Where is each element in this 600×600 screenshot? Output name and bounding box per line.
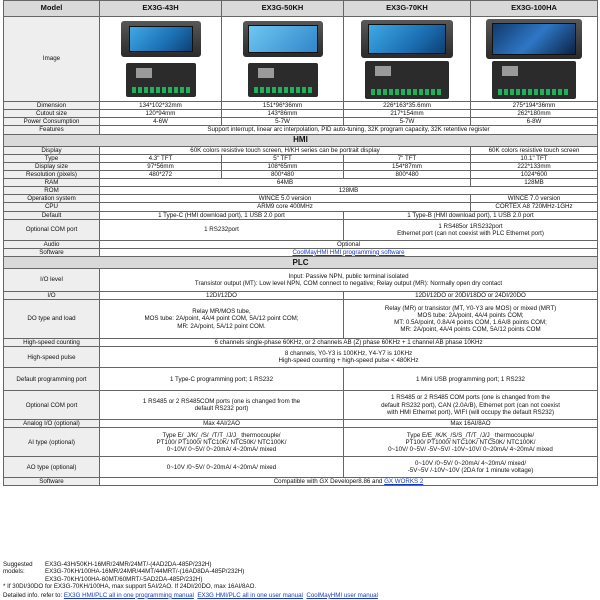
cutout-row bbox=[4, 110, 598, 118]
cell: 6-8W bbox=[471, 118, 598, 126]
cell: 12DI/12DO or 20DI/18DO or 24DI/20DO bbox=[344, 291, 598, 299]
cell: Max 16AI/8AO bbox=[344, 420, 598, 428]
cpu-row bbox=[4, 203, 598, 211]
suggested-models-label: Suggested models: bbox=[3, 561, 33, 576]
header-model: Model bbox=[4, 1, 100, 17]
cell: 800*480 bbox=[222, 170, 344, 178]
cell: 6 channels single-phase 60KHz, or 2 channels AB (Z) phase 60KHz + 1 channel AB phase 10KHz bbox=[100, 339, 598, 347]
io-footnote: * If 30DI/30DO for EX3G-70KH/100HA, max support 5AI/2AO. If 24DI/20DO, max 16AI/8AO. bbox=[3, 583, 257, 591]
hmi-software-row bbox=[4, 248, 598, 256]
header-row bbox=[4, 1, 598, 17]
hmi-section-title: HMI bbox=[4, 134, 598, 146]
cell-line: Relay MR/MOS tube, bbox=[192, 308, 251, 316]
hmi-section-row bbox=[4, 134, 598, 146]
io-level-row bbox=[4, 268, 598, 291]
cell bbox=[344, 428, 598, 457]
cell bbox=[100, 478, 598, 486]
analog-row bbox=[4, 420, 598, 428]
suggested-model-line: EX3G-43H/50KH-16MR/24MR/24MT/-(4AD2DA-485P/232H) bbox=[45, 561, 212, 568]
cell-line: Transistor output (MT): Low level NPN, COM connect to negative; Relay output (MR): Normally open dry contact bbox=[194, 279, 503, 287]
detail-prefix: Detailed info. refer to: bbox=[3, 591, 63, 599]
spec-table bbox=[3, 0, 598, 486]
cell: WINCE 5.0 version bbox=[100, 195, 471, 203]
programming-manual-link[interactable]: EX3G HMI/PLC all in one programming manual bbox=[63, 591, 194, 599]
header-ex3g-50kh: EX3G-50KH bbox=[222, 1, 344, 17]
cell: 4.3" TFT bbox=[100, 154, 222, 162]
cell: Optional bbox=[100, 240, 598, 248]
cell: 120*94mm bbox=[100, 110, 222, 118]
suggested-models bbox=[3, 561, 597, 583]
cell bbox=[100, 391, 344, 420]
default-label: Default bbox=[4, 211, 100, 219]
cell: 480*272 bbox=[100, 170, 222, 178]
hmi-front-photo bbox=[486, 19, 582, 59]
cell-line: 1 RS485 or 2 RS485COM ports (one is changed from the bbox=[142, 398, 301, 405]
do-type-label: DO type and load bbox=[4, 300, 100, 339]
power-row bbox=[4, 118, 598, 126]
cell: 1 Type-B (HMI download port), 1 USB 2.0 port bbox=[344, 211, 598, 219]
suggested-model-line: EX3G-70KH/100HA-60MT/60MRT/-5AD2DA-485P/232H) bbox=[45, 575, 203, 583]
plc-optional-com-row bbox=[4, 391, 598, 420]
cell: 262*180mm bbox=[471, 110, 598, 118]
ram-row bbox=[4, 179, 598, 187]
cell: 60K colors resistive touch screen, H/KH series can be portrait display bbox=[100, 146, 471, 154]
ao-type-label: AO type (optional) bbox=[4, 457, 100, 478]
hmi-back-photo bbox=[126, 63, 196, 97]
cell-line: PT100/ PT1000/ NTC10K/ NTC50K/ NTC100K/ bbox=[156, 438, 287, 446]
cell-line: 0~10V /0~5V/ 0~20mA/ 4~20mA/ mixed/ bbox=[414, 460, 527, 468]
cell: CORTEX A8 720MHz-1GHz bbox=[471, 203, 598, 211]
cell: 143*86mm bbox=[222, 110, 344, 118]
plc-software-row bbox=[4, 478, 598, 486]
hmi-back-photo bbox=[365, 61, 449, 99]
cell: 64MB bbox=[100, 179, 471, 187]
detail-links bbox=[3, 592, 597, 599]
image-100ha bbox=[471, 17, 598, 102]
cell-line: PT100/ PT1000/ NTC10K/ NTC50K/ NTC100K/ bbox=[405, 438, 536, 446]
cell bbox=[344, 457, 598, 478]
image-70kh bbox=[344, 17, 471, 102]
cell: 151*96*36mm bbox=[222, 102, 344, 110]
resolution-row bbox=[4, 170, 598, 178]
cell: 97*56mm bbox=[100, 162, 222, 170]
plc-section-title: PLC bbox=[4, 256, 598, 268]
display-size-label: Display size bbox=[4, 162, 100, 170]
cell-line: with HMI Ethernet port), WIFI (will occupy the default RS232) bbox=[386, 408, 555, 416]
image-row bbox=[4, 17, 598, 102]
ai-type-row bbox=[4, 428, 598, 457]
software-compat-text: Compatible with GX Developer8.86 and bbox=[273, 478, 383, 486]
do-type-row bbox=[4, 300, 598, 339]
dimension-row bbox=[4, 102, 598, 110]
display-row bbox=[4, 146, 598, 154]
cell-line: MR: 2A/point, 4A/4 points COM, 5A/12 points COM bbox=[400, 326, 541, 334]
cell-line: 1 RS485or 1RS232port bbox=[438, 222, 503, 230]
header-ex3g-43h: EX3G-43H bbox=[100, 1, 222, 17]
cell bbox=[344, 391, 598, 420]
display-label: Display bbox=[4, 146, 100, 154]
hmi-front-photo bbox=[361, 20, 453, 58]
default-port-label: Default programming port bbox=[4, 368, 100, 391]
cell: 1 Mini USB programming port; 1 RS232 bbox=[344, 368, 598, 391]
ram-label: RAM bbox=[4, 179, 100, 187]
cell bbox=[100, 300, 344, 339]
cell-line: Type E/_J/K/_/S/_/T/T_/J/J_ thermocouple/ bbox=[162, 431, 281, 439]
coolmayhmi-manual-link[interactable]: CoolMayHMI user manual bbox=[306, 591, 378, 599]
default-port-row bbox=[4, 368, 598, 391]
image-label: Image bbox=[4, 17, 100, 102]
cell: 1 Type-C (HMI download port), 1 USB 2.0 port bbox=[100, 211, 344, 219]
audio-label: Audio bbox=[4, 240, 100, 248]
image-50kh bbox=[222, 17, 344, 102]
cell: ARM9 core 400MHz bbox=[100, 203, 471, 211]
cell: 5-7W bbox=[344, 118, 471, 126]
cell-line: Relay (MR) or transistor (MT, Y0-Y3 are MOS) or mixed (MRT) bbox=[384, 304, 557, 312]
cell: 128MB bbox=[471, 179, 598, 187]
header-ex3g-70kh: EX3G-70KH bbox=[344, 1, 471, 17]
hs-counting-label: High-speed counting bbox=[4, 339, 100, 347]
hs-pulse-row bbox=[4, 347, 598, 368]
cell-line: Ethernet port (can not coexist with PLC Ethernet port) bbox=[397, 229, 544, 237]
cell: 1024*600 bbox=[471, 170, 598, 178]
hmi-optional-com-row bbox=[4, 219, 598, 240]
features-row bbox=[4, 126, 598, 134]
cell-line: 0~10V/ 0~5V/ 0~20mA/ 4~20mA/ mixed bbox=[166, 445, 277, 453]
resolution-label: Resolution (pixels) bbox=[4, 170, 100, 178]
hmi-front-photo bbox=[121, 21, 201, 57]
image-43h bbox=[100, 17, 222, 102]
cell bbox=[100, 347, 598, 368]
os-row bbox=[4, 195, 598, 203]
hmi-optional-com-label: Optional COM port bbox=[4, 219, 100, 240]
suggested-models-list bbox=[45, 561, 244, 583]
cell: 154*87mm bbox=[344, 162, 471, 170]
power-label: Power Consumption bbox=[4, 118, 100, 126]
cell-line: High-speed counting + high-speed pulse < 480KHz bbox=[278, 357, 419, 365]
cell-line: Input: Passive NPN, public terminal isolated bbox=[288, 272, 409, 280]
cell bbox=[100, 268, 598, 291]
cell: 222*133mm bbox=[471, 162, 598, 170]
io-label: I/O bbox=[4, 291, 100, 299]
type-row bbox=[4, 154, 598, 162]
cell bbox=[100, 248, 598, 256]
io-level-label: I/O level bbox=[4, 268, 100, 291]
cell bbox=[100, 428, 344, 457]
audio-row bbox=[4, 240, 598, 248]
cell bbox=[100, 457, 344, 478]
cell-line: MOS tube: 2A/point, 4A/4 point COM, 5A/12 point COM; bbox=[144, 315, 299, 323]
user-manual-link[interactable]: EX3G HMI/PLC all in one user manual bbox=[197, 591, 303, 599]
hmi-front-photo bbox=[243, 21, 323, 57]
os-label: Operation system bbox=[4, 195, 100, 203]
suggested-model-line: EX3G-70KH/100HA-16MR/24MR/44MT/44MRT/-(16AD8DA-485P/232H) bbox=[45, 568, 245, 576]
cell: 217*154mm bbox=[344, 110, 471, 118]
default-row bbox=[4, 211, 598, 219]
hs-pulse-label: High-speed pulse bbox=[4, 347, 100, 368]
cell: 800*480 bbox=[344, 170, 471, 178]
cell: WINCE 7.0 version bbox=[471, 195, 598, 203]
cell: 5-7W bbox=[222, 118, 344, 126]
cell-line: -5V~5V /-10V~10V (2DA for 1 minute voltage) bbox=[407, 467, 534, 475]
cutout-label: Cutout size bbox=[4, 110, 100, 118]
cell: 108*65mm bbox=[222, 162, 344, 170]
cell: Support interrupt, linear arc interpolation, PID auto-tuning, 32K program capacity, 32K retentive register bbox=[100, 126, 598, 134]
cell-line: MR: 2A/point, 5A/12 point COM. bbox=[177, 322, 266, 330]
cell: 4-6W bbox=[100, 118, 222, 126]
cell: 1 Type-C programming port; 1 RS232 bbox=[100, 368, 344, 391]
gx-works-2-link[interactable]: GX WORKS 2 bbox=[384, 478, 424, 486]
cell: 128MB bbox=[100, 187, 598, 195]
cell: 12DI/12DO bbox=[100, 291, 344, 299]
coolmayhmi-software-link[interactable]: CoolMayHMI HMI programming software bbox=[292, 248, 405, 256]
cell-line: default RS232 port) bbox=[194, 405, 249, 413]
dimension-label: Dimension bbox=[4, 102, 100, 110]
hmi-software-label: Software bbox=[4, 248, 100, 256]
cell: 1 RS232port bbox=[100, 219, 344, 240]
cell-line: Type E/E_/K/K_/S/S_/T/T_/J/J_ thermocouple/ bbox=[406, 431, 535, 439]
cell-line: 1 RS485 or 2 RS485 COM ports (one is changed from the bbox=[391, 394, 550, 402]
cell: 5" TFT bbox=[222, 154, 344, 162]
cell bbox=[344, 300, 598, 339]
cell: Max 4AI/2AO bbox=[100, 420, 344, 428]
cell: 226*163*35.6mm bbox=[344, 102, 471, 110]
type-label: Type bbox=[4, 154, 100, 162]
rom-label: ROM bbox=[4, 187, 100, 195]
cell bbox=[344, 219, 598, 240]
cell-line: default RS232 port), CAN (2.0A/B), Ethernet port (can not coexist bbox=[381, 401, 560, 409]
cell: 275*194*36mm bbox=[471, 102, 598, 110]
cell-line: 0~10V/ 0~5V/ -5V~5V/ -10V~10V/ 0~20mA/ 4~20mA/ mixed bbox=[388, 445, 553, 453]
features-label: Features bbox=[4, 126, 100, 134]
cell-line: 8 channels, Y0-Y3 is 100KHz, Y4-Y7 is 10KHz bbox=[284, 350, 413, 357]
analog-label: Analog I/O (optional) bbox=[4, 420, 100, 428]
cell: 10.1" TFT bbox=[471, 154, 598, 162]
cell-line: 0~10V /0~5V/ 0~20mA/ 4~20mA/ mixed bbox=[166, 463, 277, 471]
hmi-back-photo bbox=[248, 63, 318, 97]
cell: 60K colors resistive touch screen bbox=[471, 146, 598, 154]
ai-type-label: AI type (optional) bbox=[4, 428, 100, 457]
plc-software-label: Software bbox=[4, 478, 100, 486]
io-row bbox=[4, 291, 598, 299]
footnotes bbox=[3, 561, 597, 599]
hmi-back-photo bbox=[492, 61, 576, 99]
cell: 7" TFT bbox=[344, 154, 471, 162]
cell-line: MT: 0.5A/point, 0.8A/4 points COM, 1.6A/8 points COM; bbox=[394, 319, 547, 326]
plc-section-row bbox=[4, 256, 598, 268]
rom-row bbox=[4, 187, 598, 195]
display-size-row bbox=[4, 162, 598, 170]
hs-counting-row bbox=[4, 339, 598, 347]
cell: 134*102*32mm bbox=[100, 102, 222, 110]
header-ex3g-100ha: EX3G-100HA bbox=[471, 1, 598, 17]
ao-type-row bbox=[4, 457, 598, 478]
plc-optional-com-label: Optional COM port bbox=[4, 391, 100, 420]
cpu-label: CPU bbox=[4, 203, 100, 211]
cell-line: MOS tube: 2A/point, 4A/4 points COM; bbox=[417, 311, 524, 319]
